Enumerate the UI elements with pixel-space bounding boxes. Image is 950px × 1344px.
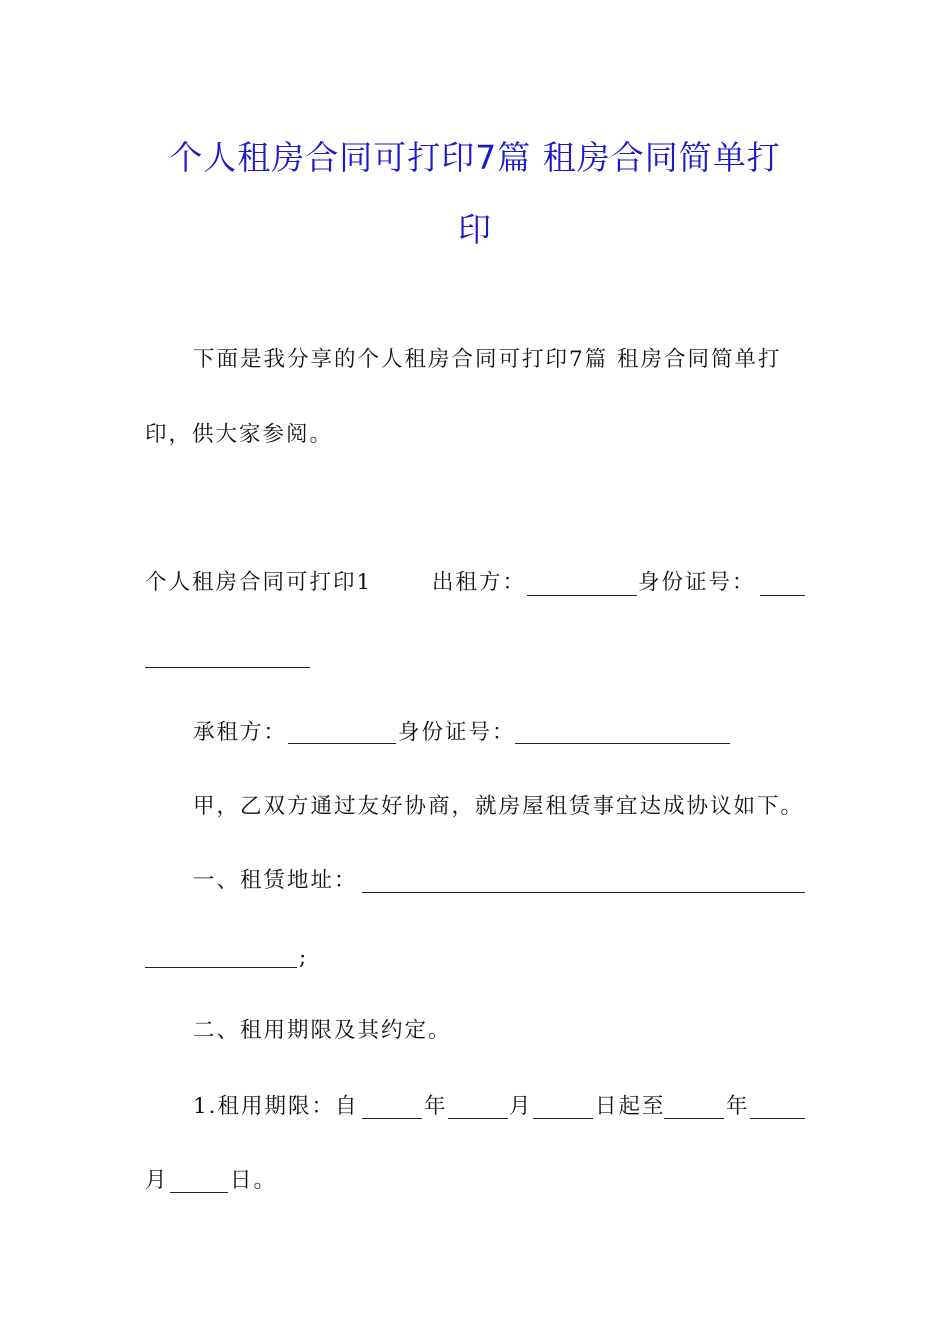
lessee-label: 承租方：	[193, 720, 288, 745]
start-day-blank	[533, 1118, 593, 1119]
start-day-label: 日起至	[595, 1094, 666, 1119]
end-month-blank	[750, 1118, 805, 1119]
item2-text: 二、租用期限及其约定。	[193, 1018, 452, 1043]
document-title-line2: 印	[458, 210, 492, 249]
start-month-blank	[448, 1118, 508, 1119]
section-heading: 个人租房合同可打印1	[145, 570, 373, 595]
intro-line1: 下面是我分享的个人租房合同可打印7篇 租房合同简单打	[193, 347, 782, 372]
lessor-id-blank-cont	[145, 667, 310, 668]
lessor-id-label: 身份证号：	[638, 570, 756, 595]
lessee-id-label: 身份证号：	[398, 720, 516, 745]
start-month-label: 月	[509, 1094, 533, 1119]
item1-label: 一、租赁地址：	[193, 868, 358, 893]
end-day-blank	[170, 1192, 228, 1193]
lessor-id-blank	[760, 595, 805, 596]
address-blank-cont	[145, 967, 297, 968]
term-label: 1.租用期限：自	[193, 1094, 359, 1119]
start-year-label: 年	[424, 1094, 448, 1119]
lessor-blank	[527, 595, 637, 596]
intro-line2: 印，供大家参阅。	[145, 422, 334, 447]
lessee-id-blank	[515, 743, 730, 744]
lessor-label: 出租方：	[432, 570, 527, 595]
document-title-line1: 个人租房合同可打印7篇 租房合同简单打	[169, 138, 781, 177]
lessee-blank	[288, 743, 396, 744]
address-blank	[362, 892, 805, 893]
item1-end: ;	[299, 945, 309, 970]
end-year-label: 年	[726, 1094, 750, 1119]
end-month-label: 月	[145, 1168, 169, 1193]
end-day-label: 日。	[230, 1168, 278, 1193]
agreement-text: 甲，乙双方通过友好协商，就房屋租赁事宜达成协议如下。	[193, 794, 805, 819]
start-year-blank	[362, 1118, 422, 1119]
end-year-blank	[664, 1118, 724, 1119]
